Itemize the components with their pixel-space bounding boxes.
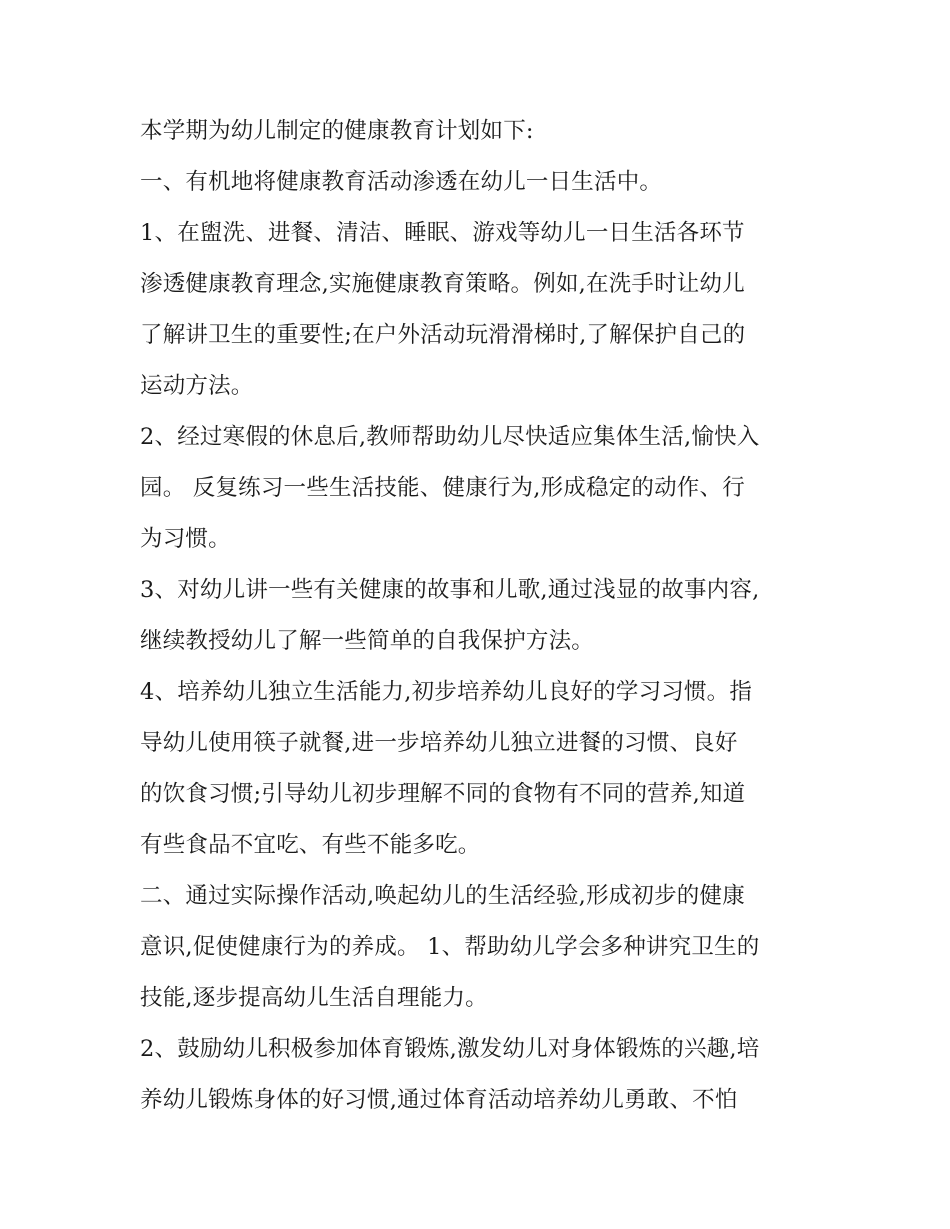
text-line: 养幼儿锻炼身体的好习惯,通过体育活动培养幼儿勇敢、不怕 xyxy=(140,1087,738,1113)
text-line: 技能,逐步提高幼儿生活自理能力。 xyxy=(140,985,488,1011)
text-line: 3、对幼儿讲一些有关健康的故事和儿歌,通过浅显的故事内容, xyxy=(140,577,760,603)
text-line: 2、鼓励幼儿积极参加体育锻炼,激发幼儿对身体锻炼的兴趣,培 xyxy=(140,1036,760,1062)
text-line: 意识,促使健康行为的养成。 1、帮助幼儿学会多种讲究卫生的 xyxy=(140,934,760,960)
text-line: 继续教授幼儿了解一些简单的自我保护方法。 xyxy=(140,628,595,654)
text-line-intro: 本学期为幼儿制定的健康教育计划如下: xyxy=(140,118,534,144)
text-line: 有些食品不宜吃、有些不能多吃。 xyxy=(140,832,481,858)
text-line-heading-2: 二、通过实际操作活动,唤起幼儿的生活经验,形成初步的健康 xyxy=(140,883,745,909)
text-line: 的饮食习惯;引导幼儿初步理解不同的食物有不同的营养,知道 xyxy=(140,781,746,807)
text-line-heading-1: 一、有机地将健康教育活动渗透在幼儿一日生活中。 xyxy=(140,169,663,195)
text-line: 园。 反复练习一些生活技能、健康行为,形成稳定的动作、行 xyxy=(140,475,745,501)
text-line: 1、在盥洗、进餐、清洁、睡眠、游戏等幼儿一日生活各环节 xyxy=(140,220,745,246)
text-line: 2、经过寒假的休息后,教师帮助幼儿尽快适应集体生活,愉快入 xyxy=(140,424,760,450)
text-line: 4、培养幼儿独立生活能力,初步培养幼儿良好的学习习惯。指 xyxy=(140,679,753,705)
text-line: 了解讲卫生的重要性;在户外活动玩滑滑梯时,了解保护自己的 xyxy=(140,322,746,348)
text-line: 渗透健康教育理念,实施健康教育策略。例如,在洗手时让幼儿 xyxy=(140,271,745,297)
text-line: 为习惯。 xyxy=(140,526,231,552)
text-line: 运动方法。 xyxy=(140,373,254,399)
text-line: 导幼儿使用筷子就餐,进一步培养幼儿独立进餐的习惯、良好 xyxy=(140,730,738,756)
